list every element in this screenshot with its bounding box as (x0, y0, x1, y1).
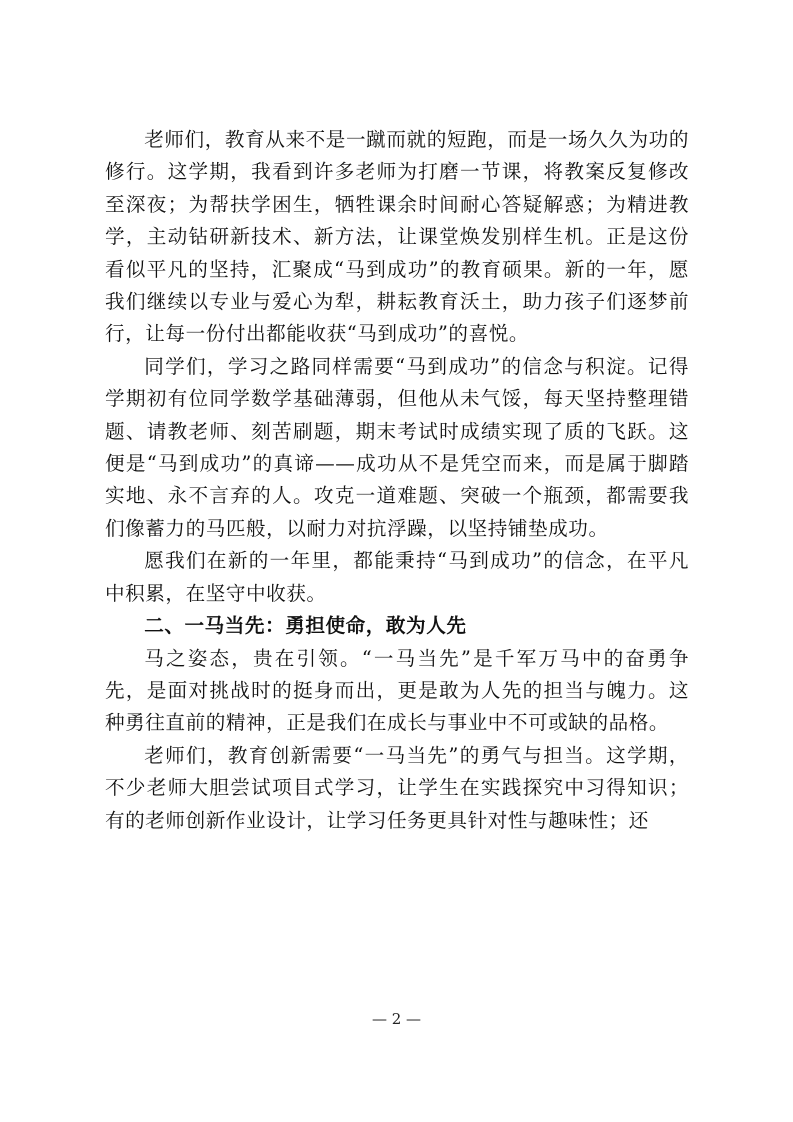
paragraph-education-innovation: 老师们，教育创新需要“一马当先”的勇气与担当。这学期，不少老师大胆尝试项目式学习，让学生在实践探究中习得知识；有的老师创新作业设计，让学习任务更具针对性与趣味性；还 (105, 743, 689, 832)
paragraph-teachers-persistence: 老师们，教育从来不是一蹴而就的短跑，而是一场久久为功的修行。这学期，我看到许多老师为打磨一节课，将教案反复修改至深夜；为帮扶学困生，牺牲课余时间耐心答疑解惑；为精进教学，主动钻研新技术、新方法，让课堂焕发别样生机。正是这份看似平凡的坚持，汇聚成“马到成功”的教育硕果。新的一年，愿我们继续以专业与爱心为犁，耕耘教育沃土，助力孩子们逐梦前行，让每一份付出都能收获“马到成功”的喜悦。 (105, 128, 689, 346)
body-text (105, 124, 689, 837)
page-number: — 2 — (371, 1010, 422, 1028)
paragraph-horse-posture: 马之姿态，贵在引领。“一马当先”是千军万马中的奋勇争先，是面对挑战时的挺身而出，更是敢为人先的担当与魄力。这种勇往直前的精神，正是我们在成长与事业中不可或缺的品格。 (105, 646, 689, 735)
section-heading: 二、一马当先：勇担使命，敢为人先 (144, 614, 467, 638)
paragraph-new-year-wish: 愿我们在新的一年里，都能秉持“马到成功”的信念，在平凡中积累，在坚守中收获。 (105, 549, 689, 605)
paragraph-students-learning: 同学们，学习之路同样需要“马到成功”的信念与积淀。记得学期初有位同学数学基础薄弱，但他从未气馁，每天坚持整理错题、请教老师、刻苦刷题，期末考试时成绩实现了质的飞跃。这便是“马到成功”的真谛——成功从不是凭空而来，而是属于脚踏实地、永不言弃的人。攻克一道难题、突破一个瓶颈，都需要我们像蓄力的马匹般，以耐力对抗浮躁，以坚持铺垫成功。 (105, 354, 689, 540)
